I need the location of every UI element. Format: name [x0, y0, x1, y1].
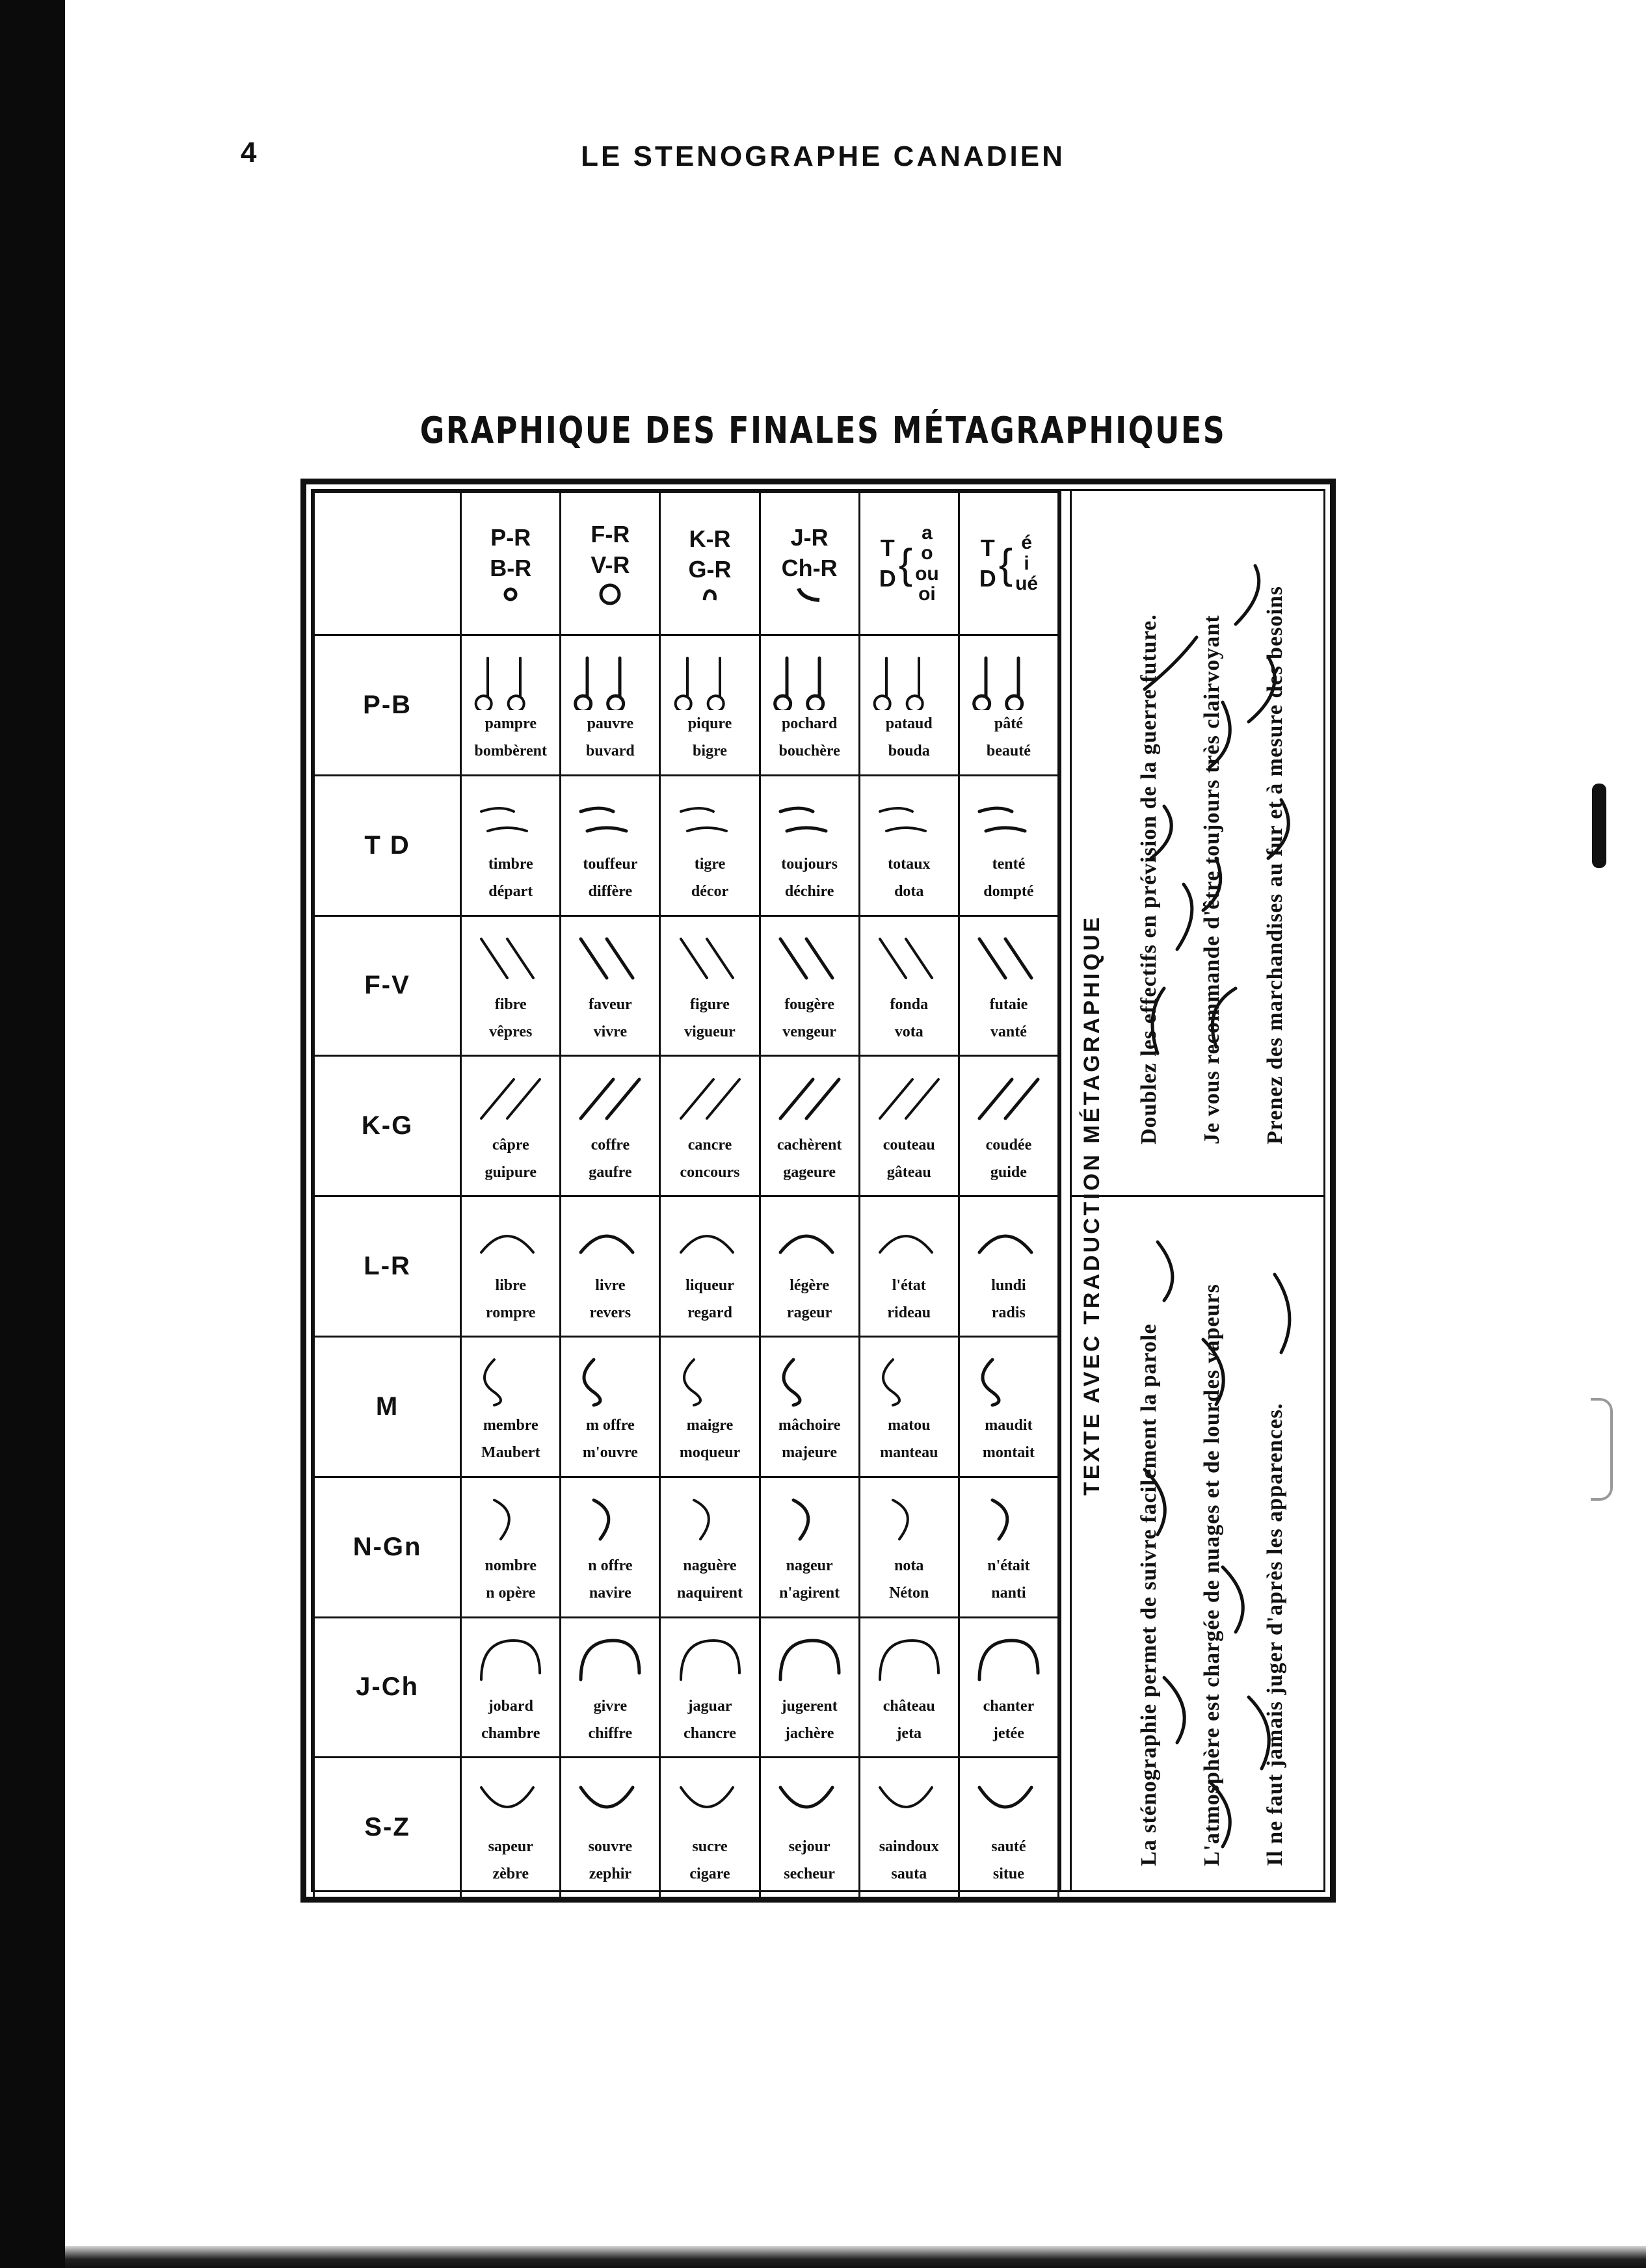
example-word: nageur	[786, 1557, 833, 1575]
steno-glyph	[668, 1207, 752, 1272]
example-sentence: Prenez des marchandises au fur et à mesure des besoins	[1263, 586, 1287, 1144]
steno-glyph	[767, 645, 852, 710]
table-cell	[561, 1196, 660, 1337]
example-word: pochard	[781, 715, 838, 733]
example-word: câpre	[492, 1136, 529, 1154]
table-row	[314, 1056, 1059, 1196]
table-cell	[461, 1477, 561, 1617]
example-sentence: Il ne faut jamais juger d'après les apparences.	[1263, 1403, 1287, 1866]
example-sentence: La sténographie permet de suivre facilement la parole	[1137, 1323, 1161, 1866]
table-cell	[461, 1196, 561, 1337]
example-sentence: Doublez les effectifs en prévision de la guerre future.	[1137, 614, 1161, 1144]
steno-glyph	[966, 1487, 1051, 1552]
row-header: K-G	[314, 1056, 461, 1196]
steno-glyph	[568, 1347, 652, 1412]
vowel-label: a	[922, 521, 933, 544]
example-word: vengeur	[782, 1023, 836, 1040]
example-word: souvre	[588, 1838, 633, 1855]
steno-glyph	[966, 1347, 1051, 1412]
table-cell	[760, 1196, 859, 1337]
example-word: montait	[982, 1444, 1035, 1462]
example-word: concours	[680, 1163, 740, 1181]
example-word: toujours	[781, 856, 838, 873]
table-cell	[561, 916, 660, 1056]
table-row	[314, 1477, 1059, 1617]
example-word: nota	[894, 1557, 924, 1575]
example-word: dompté	[983, 883, 1034, 901]
example-word: sauté	[991, 1838, 1026, 1855]
scan-left-edge	[0, 0, 65, 2268]
table-row	[314, 1758, 1059, 1898]
example-word: couteau	[883, 1136, 935, 1154]
small-circle-icon	[501, 585, 520, 604]
steno-glyph	[568, 1066, 652, 1131]
table-cell	[660, 635, 760, 776]
example-word: sapeur	[488, 1838, 533, 1855]
example-word: pauvre	[587, 715, 634, 733]
table-cell	[660, 1477, 760, 1617]
table-row	[314, 1196, 1059, 1337]
example-word: chiffre	[588, 1724, 633, 1742]
example-word: rideau	[887, 1304, 931, 1321]
example-word: maudit	[985, 1417, 1033, 1434]
example-word: rageur	[786, 1304, 832, 1321]
steno-glyph	[767, 1768, 852, 1833]
example-word: faveur	[589, 996, 632, 1013]
table-cell	[660, 1336, 760, 1477]
example-word: pataud	[885, 715, 933, 733]
curved-stroke-icon	[793, 585, 826, 604]
steno-glyph	[767, 1487, 852, 1552]
finales-table	[313, 491, 1059, 1899]
example-word: n'agirent	[779, 1585, 840, 1602]
example-word: saindoux	[879, 1838, 939, 1855]
table-cell	[859, 775, 959, 916]
example-word: naquirent	[677, 1585, 743, 1602]
example-word: chambre	[481, 1724, 540, 1742]
column-header-line1: P-R	[490, 523, 531, 551]
table-cell	[859, 1617, 959, 1758]
table-cell	[959, 1056, 1058, 1196]
table-cell	[561, 1336, 660, 1477]
steno-glyph	[867, 1207, 951, 1272]
example-word: vigueur	[684, 1023, 736, 1040]
steno-glyph	[568, 1768, 652, 1833]
table-cell	[959, 1617, 1058, 1758]
row-header: S-Z	[314, 1758, 461, 1898]
table-cell	[959, 1196, 1058, 1337]
table-row	[314, 1617, 1059, 1758]
example-word: décor	[691, 883, 729, 901]
steno-glyph	[966, 1066, 1051, 1131]
table-cell	[859, 1056, 959, 1196]
example-word: jachère	[784, 1724, 834, 1742]
example-word: guipure	[485, 1163, 537, 1181]
table-cell	[561, 1758, 660, 1898]
example-word: pampre	[485, 715, 537, 733]
steno-glyph	[668, 1066, 752, 1131]
column-header-line2: D	[879, 564, 896, 592]
example-word: rompre	[486, 1304, 536, 1321]
example-word: liqueur	[685, 1276, 734, 1294]
example-word: Néton	[889, 1585, 929, 1602]
vowel-label: é	[1021, 532, 1032, 554]
table-cell	[859, 916, 959, 1056]
column-header-line2: Ch-R	[781, 554, 838, 581]
example-word: légère	[790, 1276, 830, 1294]
example-word: revers	[589, 1304, 631, 1321]
steno-glyph	[966, 926, 1051, 991]
column-divider	[1059, 491, 1061, 1890]
steno-glyph	[767, 785, 852, 850]
column-header-line2: V-R	[591, 551, 630, 578]
table-cell	[461, 1758, 561, 1898]
example-word: coffre	[591, 1136, 630, 1154]
table-cell	[461, 1617, 561, 1758]
steno-glyph	[867, 1628, 951, 1693]
steno-glyph	[568, 645, 652, 710]
example-word: lundi	[991, 1276, 1026, 1294]
example-word: zephir	[589, 1865, 632, 1882]
example-word: dota	[894, 883, 924, 901]
example-word: déchire	[784, 883, 834, 901]
table-cell	[660, 1617, 760, 1758]
column-header-line1: J-R	[790, 523, 829, 551]
table-cell	[461, 775, 561, 916]
steno-glyph	[468, 645, 553, 710]
table-row	[314, 635, 1059, 776]
scan-mark	[1591, 1398, 1613, 1501]
example-word: cachèrent	[777, 1136, 842, 1154]
table-row	[314, 1336, 1059, 1477]
steno-glyph	[767, 1347, 852, 1412]
corner-cell	[314, 492, 461, 635]
example-word: départ	[488, 883, 533, 901]
table-row	[314, 775, 1059, 916]
example-word: sejour	[788, 1838, 830, 1855]
example-word: fonda	[890, 996, 929, 1013]
table-cell	[959, 1477, 1058, 1617]
column-header-line1: T	[880, 534, 895, 561]
table-cell	[859, 1196, 959, 1337]
example-word: jeta	[896, 1724, 922, 1742]
example-word: m offre	[585, 1417, 635, 1434]
table-cell	[859, 635, 959, 776]
example-word: vota	[894, 1023, 923, 1040]
example-word: majeure	[782, 1444, 838, 1462]
table-cell	[660, 1758, 760, 1898]
example-word: chancre	[684, 1724, 736, 1742]
example-word: libre	[495, 1276, 527, 1294]
running-head: LE STENOGRAPHE CANADIEN	[581, 140, 1065, 172]
table-cell	[561, 775, 660, 916]
small-hook-icon	[700, 586, 720, 603]
example-word: gageure	[783, 1163, 836, 1181]
steno-glyph	[767, 926, 852, 991]
example-word: cancre	[687, 1136, 732, 1154]
column-header	[561, 492, 660, 635]
table-cell	[561, 1477, 660, 1617]
steno-glyph	[966, 1768, 1051, 1833]
steno-glyph	[668, 1768, 752, 1833]
example-word: jugerent	[781, 1697, 838, 1715]
table-cell	[760, 1336, 859, 1477]
example-word: l'état	[892, 1276, 926, 1294]
steno-glyph	[568, 1628, 652, 1693]
example-word: figure	[690, 996, 730, 1013]
row-header: L-R	[314, 1196, 461, 1337]
steno-glyph	[568, 926, 652, 991]
example-word: bouchère	[778, 743, 840, 760]
example-word: nombre	[485, 1557, 537, 1575]
example-word: futaie	[989, 996, 1028, 1013]
large-circle-icon	[596, 581, 624, 607]
steno-glyph	[568, 1207, 652, 1272]
vowel-label: ué	[1015, 573, 1039, 595]
steno-glyph	[966, 645, 1051, 710]
table-row	[314, 916, 1059, 1056]
steno-glyph	[966, 785, 1051, 850]
example-word: jobard	[488, 1697, 533, 1715]
example-word: n opère	[486, 1585, 536, 1602]
example-word: timbre	[488, 856, 533, 873]
example-word: beauté	[986, 743, 1031, 760]
column-header: T D { é i ué	[959, 492, 1058, 635]
example-word: givre	[593, 1697, 628, 1715]
steno-glyph	[867, 1768, 951, 1833]
row-header: P-B	[314, 635, 461, 776]
table-cell	[760, 1477, 859, 1617]
column-header	[461, 492, 561, 635]
example-word: Maubert	[481, 1444, 540, 1462]
row-header: J-Ch	[314, 1617, 461, 1758]
example-word: matou	[888, 1417, 931, 1434]
example-word: situe	[992, 1865, 1024, 1882]
example-sentence: L'atmosphère est chargée de nuages et de lourdes vapeurs	[1200, 1284, 1224, 1866]
row-header: T D	[314, 775, 461, 916]
steno-glyph	[966, 1628, 1051, 1693]
table-cell	[461, 1336, 561, 1477]
scan-bottom-edge	[65, 2246, 1646, 2268]
steno-glyph	[468, 1768, 553, 1833]
example-word: gaufre	[589, 1163, 632, 1181]
steno-glyph	[668, 785, 752, 850]
column-header: T D { a o ou oi	[859, 492, 959, 635]
table-cell	[760, 1617, 859, 1758]
side-heading: TEXTE AVEC TRADUCTION MÉTAGRAPHIQUE	[1080, 914, 1104, 1496]
example-word: vivre	[593, 1023, 628, 1040]
example-word: gâteau	[886, 1163, 931, 1181]
vowel-label: o	[921, 542, 933, 564]
section-divider	[1072, 1195, 1325, 1197]
example-word: nanti	[991, 1585, 1026, 1602]
example-word: vanté	[990, 1023, 1027, 1040]
example-word: coudée	[985, 1136, 1032, 1154]
scan-mark	[1592, 784, 1606, 868]
steno-glyph	[767, 1207, 852, 1272]
table-cell	[959, 916, 1058, 1056]
column-header-line2: G-R	[688, 555, 732, 583]
example-word: regard	[687, 1304, 732, 1321]
table-cell	[859, 1336, 959, 1477]
steno-glyph	[668, 645, 752, 710]
column-header-line1: F-R	[591, 520, 630, 547]
steno-glyph	[468, 1347, 553, 1412]
example-word: buvard	[586, 743, 635, 760]
table-cell	[959, 1336, 1058, 1477]
column-divider	[1070, 491, 1072, 1890]
example-word: n'était	[987, 1557, 1030, 1575]
row-header: N-Gn	[314, 1477, 461, 1617]
example-word: guide	[990, 1163, 1027, 1181]
table-cell	[461, 635, 561, 776]
column-header-line2: B-R	[490, 554, 532, 581]
steno-glyph	[668, 926, 752, 991]
example-word: navire	[589, 1585, 631, 1602]
example-word: sucre	[692, 1838, 728, 1855]
table-cell	[561, 1056, 660, 1196]
table-cell	[760, 916, 859, 1056]
table-cell	[760, 635, 859, 776]
steno-glyph	[668, 1628, 752, 1693]
example-word: livre	[595, 1276, 626, 1294]
example-word: bouda	[888, 743, 930, 760]
table-cell	[660, 1196, 760, 1337]
example-word: tigre	[694, 856, 726, 873]
steno-glyph	[867, 926, 951, 991]
example-word: jaguar	[687, 1697, 732, 1715]
example-word: n offre	[588, 1557, 633, 1575]
example-word: bigre	[693, 743, 727, 760]
row-header: F-V	[314, 916, 461, 1056]
column-header	[760, 492, 859, 635]
example-word: château	[883, 1697, 935, 1715]
steno-glyph	[468, 1628, 553, 1693]
column-header-line1: T	[980, 534, 995, 561]
table-cell	[959, 1758, 1058, 1898]
column-header	[660, 492, 760, 635]
vowel-label: ou	[915, 562, 939, 585]
example-word: radis	[991, 1304, 1026, 1321]
steno-glyph	[767, 1628, 852, 1693]
example-word: diffère	[588, 883, 633, 901]
example-word: sauta	[891, 1865, 927, 1882]
example-word: totaux	[888, 856, 931, 873]
steno-glyph	[668, 1487, 752, 1552]
table-cell	[959, 635, 1058, 776]
example-word: bombèrent	[474, 743, 548, 760]
table-cell	[760, 1758, 859, 1898]
steno-glyph	[867, 645, 951, 710]
steno-glyph	[867, 1066, 951, 1131]
example-word: chanter	[983, 1697, 1035, 1715]
table-cell	[660, 775, 760, 916]
example-word: jetée	[992, 1724, 1024, 1742]
row-header: M	[314, 1336, 461, 1477]
page-number: 4	[241, 137, 257, 168]
column-header-line2: D	[979, 564, 996, 592]
example-word: maigre	[686, 1417, 734, 1434]
table-cell	[760, 1056, 859, 1196]
example-word: touffeur	[583, 856, 638, 873]
example-word: m'ouvre	[582, 1444, 638, 1462]
steno-glyph	[468, 785, 553, 850]
vowel-label: oi	[918, 583, 936, 605]
table-cell	[760, 775, 859, 916]
steno-glyph	[468, 1066, 553, 1131]
example-word: fibre	[494, 996, 527, 1013]
steno-glyph	[568, 1487, 652, 1552]
table-cell	[959, 775, 1058, 916]
example-word: piqure	[687, 715, 732, 733]
table-cell	[561, 1617, 660, 1758]
example-word: zèbre	[492, 1865, 529, 1882]
steno-glyph	[568, 785, 652, 850]
column-header-line1: K-R	[689, 525, 731, 552]
table-cell	[660, 1056, 760, 1196]
table-cell	[461, 1056, 561, 1196]
steno-glyph	[668, 1347, 752, 1412]
example-word: membre	[483, 1417, 538, 1434]
steno-glyph	[867, 1487, 951, 1552]
table-cell	[660, 916, 760, 1056]
example-word: fougère	[784, 996, 835, 1013]
example-word: tenté	[992, 856, 1026, 873]
steno-glyph	[867, 1347, 951, 1412]
example-word: cigare	[689, 1865, 730, 1882]
table-cell	[859, 1758, 959, 1898]
steno-glyph	[468, 1487, 553, 1552]
steno-glyph	[468, 1207, 553, 1272]
example-word: pâté	[994, 715, 1023, 733]
table-cell	[859, 1477, 959, 1617]
example-word: manteau	[880, 1444, 938, 1462]
steno-glyph	[468, 926, 553, 991]
steno-glyph	[767, 1066, 852, 1131]
example-word: moqueur	[679, 1444, 741, 1462]
vowel-label: i	[1024, 552, 1029, 574]
chart-title: GRAPHIQUE DES FINALES MÉTAGRAPHIQUES	[419, 410, 1227, 452]
steno-glyph	[966, 1207, 1051, 1272]
example-word: naguère	[683, 1557, 737, 1575]
example-sentence: Je vous recommande d'être toujours très clairvoyant	[1200, 614, 1224, 1144]
example-word: vêpres	[489, 1023, 533, 1040]
header-row	[314, 492, 1059, 635]
steno-glyph	[867, 785, 951, 850]
example-word: mâchoire	[778, 1417, 841, 1434]
table-cell	[461, 916, 561, 1056]
example-word: secheur	[784, 1865, 835, 1882]
table-cell	[561, 635, 660, 776]
